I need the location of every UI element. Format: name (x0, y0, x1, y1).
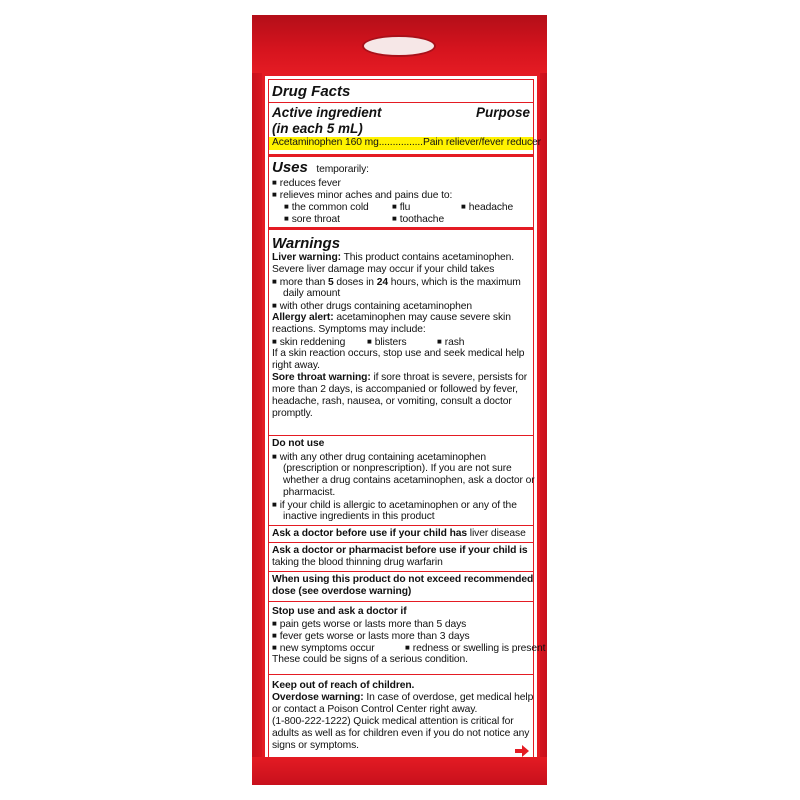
do-not-use-section (269, 436, 533, 526)
ingredient-dots: ................ (378, 137, 423, 148)
overdose-label: Overdose warning: (272, 692, 364, 703)
ask-pharmacist-label: Ask a doctor or pharmacist before use if your child is (272, 545, 528, 556)
do-not-use-item-cont: inactive ingredients in this product (283, 511, 435, 522)
active-ingredient-sublabel: (in each 5 mL) (272, 121, 363, 136)
liver-bullet-cont: daily amount (283, 288, 341, 299)
stop-use-item: ■ redness or swelling is present (405, 642, 545, 655)
liver-warning-label: Liver warning: (272, 252, 341, 263)
do-not-use-item: ■ if your child is allergic to acetaminophen or any of the (272, 499, 517, 512)
liver-warning-text: This product contains acetaminophen. (343, 252, 514, 263)
uses-sub-item: ■ toothache (392, 213, 444, 226)
liver-warning (272, 252, 514, 264)
do-not-use-item-cont: (prescription or nonprescription). If you are not sure (283, 463, 512, 474)
right-arrow-icon (515, 745, 529, 757)
do-not-use-item-cont: pharmacist. (283, 487, 336, 498)
uses-section (269, 157, 533, 230)
overdose-text: In case of overdose, get medical help (366, 692, 534, 703)
allergy-after-text: right away. (272, 360, 320, 371)
allergy-item: ■ blisters (367, 336, 407, 349)
sore-throat-text: headache, rash, nausea, or vomiting, consult a doctor (272, 396, 512, 407)
warnings-title: Warnings (272, 235, 341, 252)
ask-doctor-section (269, 526, 533, 543)
liver-bullet: ■ more than 5 doses in 24 hours, which is the maximum (272, 276, 521, 289)
allergy-item: ■ rash (437, 336, 464, 349)
allergy-item: ■ skin reddening (272, 336, 345, 349)
allergy-alert-label: Allergy alert: (272, 312, 334, 323)
uses-sub-item: ■ headache (461, 201, 513, 214)
warnings-section (269, 230, 533, 436)
ask-pharmacist-section (269, 543, 533, 572)
do-not-use-item: ■ with any other drug containing acetaminophen (272, 451, 486, 464)
liver-warning-text: Severe liver damage may occur if your child takes (272, 264, 495, 275)
uses-title: Uses (272, 159, 308, 176)
purpose-label: Purpose (475, 105, 530, 120)
keep-out-title: Keep out of reach of children. (272, 680, 415, 691)
sore-throat-text: promptly. (272, 408, 313, 419)
do-not-use-item-cont: whether a drug contains acetaminophen, ask a doctor or (283, 475, 535, 486)
allergy-alert-text: reactions. Symptoms may include: (272, 324, 426, 335)
active-ingredient-section (269, 80, 542, 157)
overdose-text: signs or symptoms. (272, 740, 359, 751)
uses-heading (272, 159, 369, 177)
uses-sub-item: ■ the common cold (284, 201, 369, 214)
uses-item: ■ reduces fever (272, 177, 341, 190)
drug-facts-panel (262, 73, 546, 769)
stop-use-after: These could be signs of a serious condition. (272, 654, 468, 665)
keep-out-section (269, 675, 533, 763)
stop-use-item: ■ pain gets worse or lasts more than 5 days (272, 618, 466, 631)
ask-doctor-label: Ask a doctor before use if your child has (272, 528, 468, 539)
active-ingredient-label: Active ingredient (272, 105, 382, 120)
sore-throat-warning (272, 372, 527, 384)
drug-facts-inner (268, 79, 546, 763)
overdose-text: adults as well as for children even if you do not notice any (272, 728, 530, 739)
sore-throat-text: more than 2 days, is accompanied or followed by fever, (272, 384, 518, 395)
brand-logo-oval (362, 35, 436, 57)
ask-doctor-line (272, 528, 526, 540)
stop-use-item: ■ new symptoms occur (272, 642, 375, 655)
box-bottom (252, 757, 547, 785)
stop-use-title: Stop use and ask a doctor if (272, 606, 407, 617)
overdose-warning (272, 692, 533, 704)
overdose-text: or contact a Poison Control Center right away. (272, 704, 478, 715)
overdose-text: (1-800-222-1222) Quick medical attention is critical for (272, 716, 514, 727)
do-not-use-title: Do not use (272, 438, 325, 449)
ingredient-purpose: Pain reliever/fever reducer (422, 137, 542, 148)
when-using-line: When using this product do not exceed recommended (272, 574, 534, 585)
when-using-line: dose (see overdose warning) (272, 586, 412, 597)
uses-sub-item: ■ sore throat (284, 213, 340, 226)
drug-facts-title: Drug Facts (272, 83, 351, 100)
product-box (252, 15, 547, 785)
divider (269, 102, 533, 103)
ask-pharmacist-text: taking the blood thinning drug warfarin (272, 557, 443, 568)
stop-use-section (269, 602, 546, 675)
uses-sub-item: ■ flu (392, 201, 410, 214)
box-top-flap (252, 15, 547, 73)
when-using-section (269, 572, 533, 602)
uses-intro: temporarily: (316, 164, 369, 175)
allergy-alert (272, 312, 511, 324)
allergy-after-text: If a skin reaction occurs, stop use and seek medical help (272, 348, 525, 359)
sore-throat-text: if sore throat is severe, persists for (373, 372, 528, 383)
stop-use-item: ■ fever gets worse or lasts more than 3 days (272, 630, 470, 643)
ask-doctor-text: liver disease (469, 528, 526, 539)
uses-item: ■ relieves minor aches and pains due to: (272, 189, 452, 202)
ingredient-row (269, 137, 542, 150)
liver-bullet: ■ with other drugs containing acetaminophen (272, 300, 472, 313)
allergy-alert-text: acetaminophen may cause severe skin (336, 312, 511, 323)
sore-throat-label: Sore throat warning: (272, 372, 371, 383)
ingredient-name: Acetaminophen 160 mg (272, 137, 379, 148)
